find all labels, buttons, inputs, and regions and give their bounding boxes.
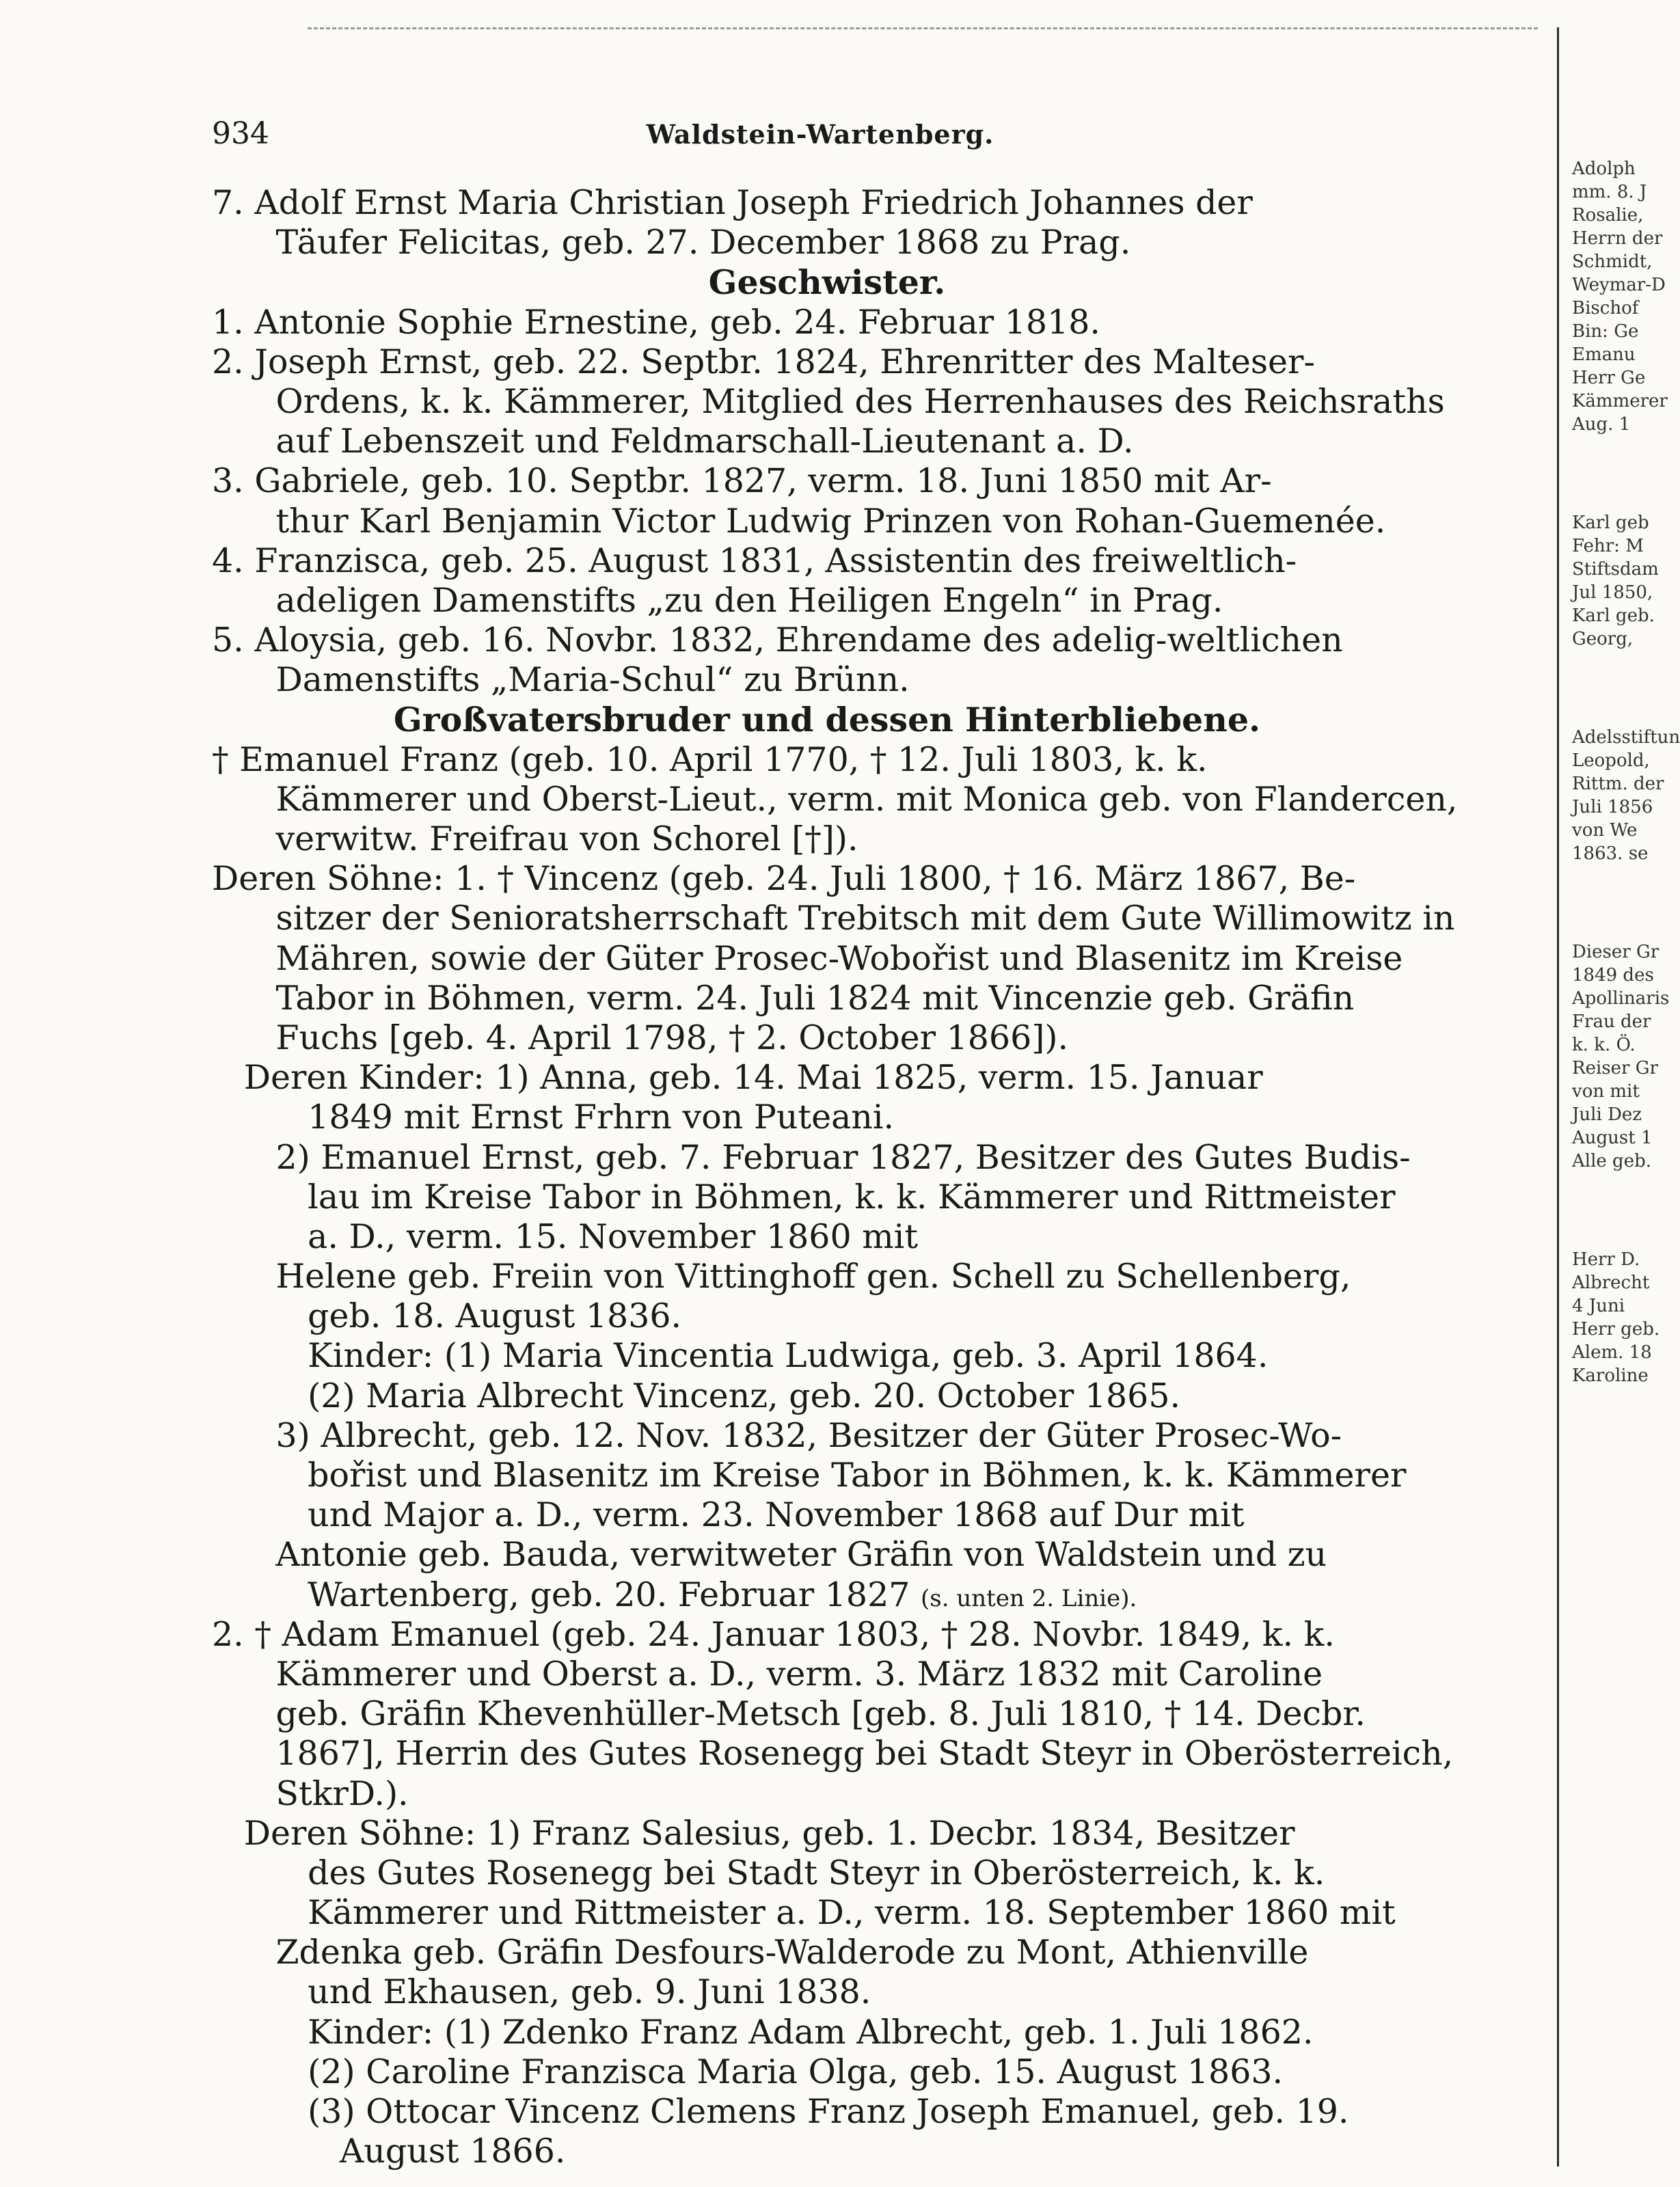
margin-fragment: Rittm. der bbox=[1572, 774, 1664, 794]
text-line bbox=[212, 1416, 1442, 1456]
margin-fragment: Jul 1850, bbox=[1572, 582, 1653, 603]
text-line bbox=[212, 502, 1442, 541]
text-line bbox=[212, 1257, 1442, 1296]
text-line bbox=[212, 819, 1442, 859]
text-line bbox=[212, 2092, 1442, 2132]
text-line-content: des Gutes Rosenegg bei Stadt Steyr in Oberösterreich, k. k. bbox=[212, 1853, 1325, 1892]
text-line-content: Kämmerer und Oberst-Lieut., verm. mit Monica geb. von Flandercen, bbox=[212, 779, 1458, 819]
margin-fragment: 4 Juni bbox=[1572, 1296, 1625, 1316]
text-line-content: Tabor in Böhmen, verm. 24. Juli 1824 mit Vincenzie geb. Gräfin bbox=[212, 978, 1355, 1018]
page-header bbox=[212, 116, 1442, 157]
page-number: 934 bbox=[212, 116, 269, 151]
margin-fragment: 1849 des bbox=[1572, 965, 1654, 986]
margin-gap bbox=[1572, 436, 1640, 511]
text-line bbox=[212, 660, 1442, 700]
margin-fragment: Weymar-D bbox=[1572, 275, 1666, 295]
text-line-content: (2) Caroline Franzisca Maria Olga, geb. 15. August 1863. bbox=[212, 2052, 1284, 2091]
text-line-content: Deren Söhne: 1. † Vincenz (geb. 24. Juli 1800, † 16. März 1867, Be- bbox=[212, 859, 1356, 899]
section-heading bbox=[212, 700, 1442, 739]
text-line bbox=[212, 779, 1458, 819]
margin-fragment: Karoline bbox=[1572, 1366, 1649, 1386]
top-dashed-rule bbox=[308, 27, 1538, 29]
genealogy-text bbox=[212, 183, 1458, 2171]
margin-fragment: Alem. 18 bbox=[1572, 1342, 1652, 1363]
text-line bbox=[212, 2052, 1442, 2092]
text-line-content: Kämmerer und Rittmeister a. D., verm. 18. September 1860 mit bbox=[212, 1893, 1396, 1933]
text-line-content: sitzer der Senioratsherrschaft Trebitsch mit dem Gute Willimowitz in bbox=[212, 899, 1455, 938]
text-line bbox=[212, 1893, 1442, 1933]
text-line-content: Großvatersbruder und dessen Hinterbliebene. bbox=[393, 700, 1261, 740]
text-line-content: Ordens, k. k. Kämmerer, Mitglied des Herrenhauses des Reichsraths bbox=[212, 381, 1445, 421]
text-line-content: 1849 mit Ernst Frhrn von Puteani. bbox=[212, 1098, 895, 1137]
text-line bbox=[212, 1178, 1442, 1217]
text-line bbox=[212, 461, 1442, 501]
text-line bbox=[212, 541, 1442, 581]
margin-fragment: 1863. se bbox=[1572, 843, 1649, 864]
margin-fragment: Rosalie, bbox=[1572, 205, 1644, 226]
text-line-content: (2) Maria Albrecht Vincenz, geb. 20. October 1865. bbox=[212, 1376, 1181, 1415]
text-line bbox=[212, 899, 1455, 938]
margin-fragment: Leopold, bbox=[1572, 750, 1650, 771]
text-line-content: 1867], Herrin des Gutes Rosenegg bei Stadt Steyr in Oberösterreich, bbox=[212, 1734, 1454, 1774]
margin-fragment: von mit bbox=[1572, 1081, 1640, 1102]
text-line-content: adeligen Damenstifts „zu den Heiligen Engeln“ in Prag. bbox=[212, 580, 1223, 620]
adjacent-page-margin bbox=[1572, 157, 1680, 2139]
margin-fragment: von We bbox=[1572, 820, 1638, 841]
text-line bbox=[212, 1138, 1442, 1178]
margin-fragment: Georg, bbox=[1572, 629, 1634, 649]
text-line-content: Deren Söhne: 1) Franz Salesius, geb. 1. Decbr. 1834, Besitzer bbox=[212, 1813, 1295, 1853]
text-line bbox=[212, 1615, 1442, 1655]
margin-fragment: Aug. 1 bbox=[1572, 414, 1631, 435]
margin-fragment: Herr D. bbox=[1572, 1249, 1640, 1270]
text-line bbox=[212, 581, 1442, 621]
margin-fragment: Adelsstiftun bbox=[1572, 727, 1680, 748]
text-line-content: verwitw. Freifrau von Schorel [†]). bbox=[212, 819, 858, 858]
text-line bbox=[212, 381, 1445, 422]
text-line bbox=[212, 1098, 1442, 1137]
text-line-content: 2) Emanuel Ernst, geb. 7. Februar 1827, Besitzer des Gutes Budis- bbox=[212, 1137, 1411, 1177]
text-line-content: Täufer Felicitas, geb. 27. December 1868 zu Prag. bbox=[212, 223, 1131, 262]
running-title: Waldstein-Wartenberg. bbox=[646, 119, 994, 150]
text-line bbox=[212, 621, 1442, 660]
text-line bbox=[212, 740, 1442, 780]
text-line-content: geb. Gräfin Khevenhüller-Metsch [geb. 8. Juli 1810, † 14. Decbr. bbox=[212, 1694, 1366, 1734]
text-line bbox=[212, 1058, 1442, 1098]
text-line bbox=[212, 1694, 1442, 1734]
text-line-content: (3) Ottocar Vincenz Clemens Franz Joseph Emanuel, geb. 19. bbox=[212, 2092, 1349, 2131]
text-line-content: Mähren, sowie der Güter Prosec-Wobořist und Blasenitz im Kreise bbox=[212, 938, 1403, 978]
text-line-content: Geschwister. bbox=[708, 262, 946, 303]
text-line bbox=[212, 1575, 1442, 1615]
text-line bbox=[212, 342, 1442, 382]
text-line bbox=[212, 1217, 1442, 1257]
margin-fragment: Juli 1856 bbox=[1572, 797, 1653, 817]
margin-fragment: Apollinaris bbox=[1572, 988, 1670, 1009]
margin-fragment: August 1 bbox=[1572, 1128, 1653, 1148]
text-line bbox=[212, 1336, 1442, 1376]
text-line-content: Helene geb. Freiin von Vittinghoff gen. Schell zu Schellenberg, bbox=[212, 1257, 1351, 1296]
margin-fragment: Karl geb bbox=[1572, 513, 1649, 533]
margin-fragment: Alle geb. bbox=[1572, 1151, 1651, 1171]
margin-fragment: Reiser Gr bbox=[1572, 1058, 1658, 1078]
text-line-content: 4. Franzisca, geb. 25. August 1831, Assistentin des freiweltlich- bbox=[212, 541, 1297, 580]
text-line bbox=[212, 2013, 1442, 2052]
margin-gap bbox=[1572, 865, 1640, 940]
margin-fragment: k. k. Ö. bbox=[1572, 1035, 1636, 1055]
text-line bbox=[212, 1456, 1442, 1495]
margin-fragment: Kämmerer bbox=[1572, 391, 1668, 411]
text-line-content: † Emanuel Franz (geb. 10. April 1770, † 12. Juli 1803, k. k. bbox=[212, 739, 1208, 779]
text-line bbox=[212, 939, 1442, 979]
text-line bbox=[212, 2132, 1442, 2171]
text-line-content: und Major a. D., verm. 23. November 1868 auf Dur mit bbox=[212, 1495, 1245, 1535]
margin-gap bbox=[1572, 1173, 1640, 1248]
text-line-content: und Ekhausen, geb. 9. Juni 1838. bbox=[212, 1972, 871, 2012]
text-line bbox=[212, 1376, 1442, 1416]
text-line-content: lau im Kreise Tabor in Böhmen, k. k. Kämmerer und Rittmeister bbox=[212, 1177, 1396, 1217]
text-line bbox=[212, 422, 1442, 461]
margin-fragment: Karl geb. bbox=[1572, 606, 1655, 626]
text-line bbox=[212, 1933, 1442, 1972]
text-line-content: 1. Antonie Sophie Ernestine, geb. 24. Februar 1818. bbox=[212, 302, 1101, 342]
margin-fragment: Frau der bbox=[1572, 1011, 1651, 1032]
margin-fragment: Bischof bbox=[1572, 298, 1639, 318]
text-line bbox=[212, 1495, 1442, 1535]
margin-gap bbox=[1572, 651, 1640, 726]
text-line-content: 5. Aloysia, geb. 16. Novbr. 1832, Ehrendame des adelig-weltlichen bbox=[212, 621, 1343, 660]
text-line-content: auf Lebenszeit und Feldmarschall-Lieutenant a. D. bbox=[212, 422, 1134, 461]
text-line-content: 3. Gabriele, geb. 10. Septbr. 1827, verm. 18. Juni 1850 mit Ar- bbox=[212, 461, 1272, 501]
margin-fragment: Albrecht bbox=[1572, 1273, 1650, 1293]
text-line-content: 7. Adolf Ernst Maria Christian Joseph Friedrich Johannes der bbox=[212, 183, 1253, 222]
text-line bbox=[212, 1853, 1442, 1893]
text-line-content: Fuchs [geb. 4. April 1798, † 2. October 1866]). bbox=[212, 1018, 1069, 1057]
margin-fragment: Bin: Ge bbox=[1572, 321, 1639, 342]
margin-fragment: Adolph bbox=[1572, 159, 1636, 179]
text-line-content: Kämmerer und Oberst a. D., verm. 3. März 1832 mit Caroline bbox=[212, 1654, 1323, 1694]
text-line-content: Wartenberg, geb. 20. Februar 1827 bbox=[212, 1575, 910, 1614]
text-line-content: Kinder: (1) Maria Vincentia Ludwiga, geb. 3. April 1864. bbox=[212, 1336, 1269, 1376]
text-line-content: thur Karl Benjamin Victor Ludwig Prinzen von Rohan-Guemenée. bbox=[212, 501, 1386, 541]
cross-reference-note: (s. unten 2. Linie). bbox=[921, 1584, 1137, 1612]
section-heading bbox=[212, 262, 1442, 302]
margin-fragment: Stiftsdam bbox=[1572, 559, 1659, 580]
text-line bbox=[212, 859, 1442, 899]
text-line-content: bořist und Blasenitz im Kreise Tabor in Böhmen, k. k. Kämmerer bbox=[212, 1456, 1407, 1495]
text-line-content: Deren Kinder: 1) Anna, geb. 14. Mai 1825, verm. 15. Januar bbox=[212, 1058, 1263, 1098]
text-line bbox=[212, 979, 1442, 1018]
margin-fragment: Herrn der bbox=[1572, 228, 1663, 249]
text-line bbox=[212, 1972, 1442, 2012]
margin-fragment: Herr geb. bbox=[1572, 1319, 1660, 1340]
text-line bbox=[212, 1814, 1442, 1853]
text-line bbox=[212, 303, 1442, 342]
margin-fragment: Emanu bbox=[1572, 344, 1636, 365]
text-line bbox=[212, 1018, 1442, 1058]
text-line bbox=[212, 1774, 1442, 1814]
text-line-content: 2. Joseph Ernst, geb. 22. Septbr. 1824, Ehrenritter des Malteser- bbox=[212, 342, 1316, 381]
text-line-content: Damenstifts „Maria-Schul“ zu Brünn. bbox=[212, 660, 910, 700]
margin-fragment: Dieser Gr bbox=[1572, 942, 1659, 962]
text-line bbox=[212, 223, 1442, 262]
text-line-content: a. D., verm. 15. November 1860 mit bbox=[212, 1217, 919, 1256]
margin-fragment: mm. 8. J bbox=[1572, 182, 1647, 202]
text-line-content: 2. † Adam Emanuel (geb. 24. Januar 1803, † 28. Novbr. 1849, k. k. bbox=[212, 1614, 1335, 1654]
text-line bbox=[212, 1655, 1442, 1694]
margin-fragment: Juli Dez bbox=[1572, 1104, 1642, 1125]
text-line-content: geb. 18. August 1836. bbox=[212, 1296, 682, 1336]
text-line bbox=[212, 1535, 1442, 1575]
text-line-content: Zdenka geb. Gräfin Desfours-Walderode zu Mont, Athienville bbox=[212, 1933, 1309, 1972]
column-rule bbox=[1557, 27, 1559, 2166]
text-line-content: Antonie geb. Bauda, verwitweter Gräfin von Waldstein und zu bbox=[212, 1535, 1327, 1575]
text-line-content: August 1866. bbox=[212, 2132, 566, 2171]
text-line bbox=[212, 1296, 1442, 1336]
margin-fragment: Schmidt, bbox=[1572, 252, 1653, 272]
margin-fragment: Herr Ge bbox=[1572, 368, 1646, 388]
text-line-content: Kinder: (1) Zdenko Franz Adam Albrecht, geb. 1. Juli 1862. bbox=[212, 2012, 1314, 2052]
text-line-content: StkrD.). bbox=[212, 1774, 409, 1813]
text-line-content: 3) Albrecht, geb. 12. Nov. 1832, Besitzer der Güter Prosec-Wo- bbox=[212, 1415, 1342, 1455]
text-line bbox=[212, 183, 1442, 223]
text-line bbox=[212, 1734, 1454, 1774]
margin-fragment: Fehr: M bbox=[1572, 536, 1644, 556]
